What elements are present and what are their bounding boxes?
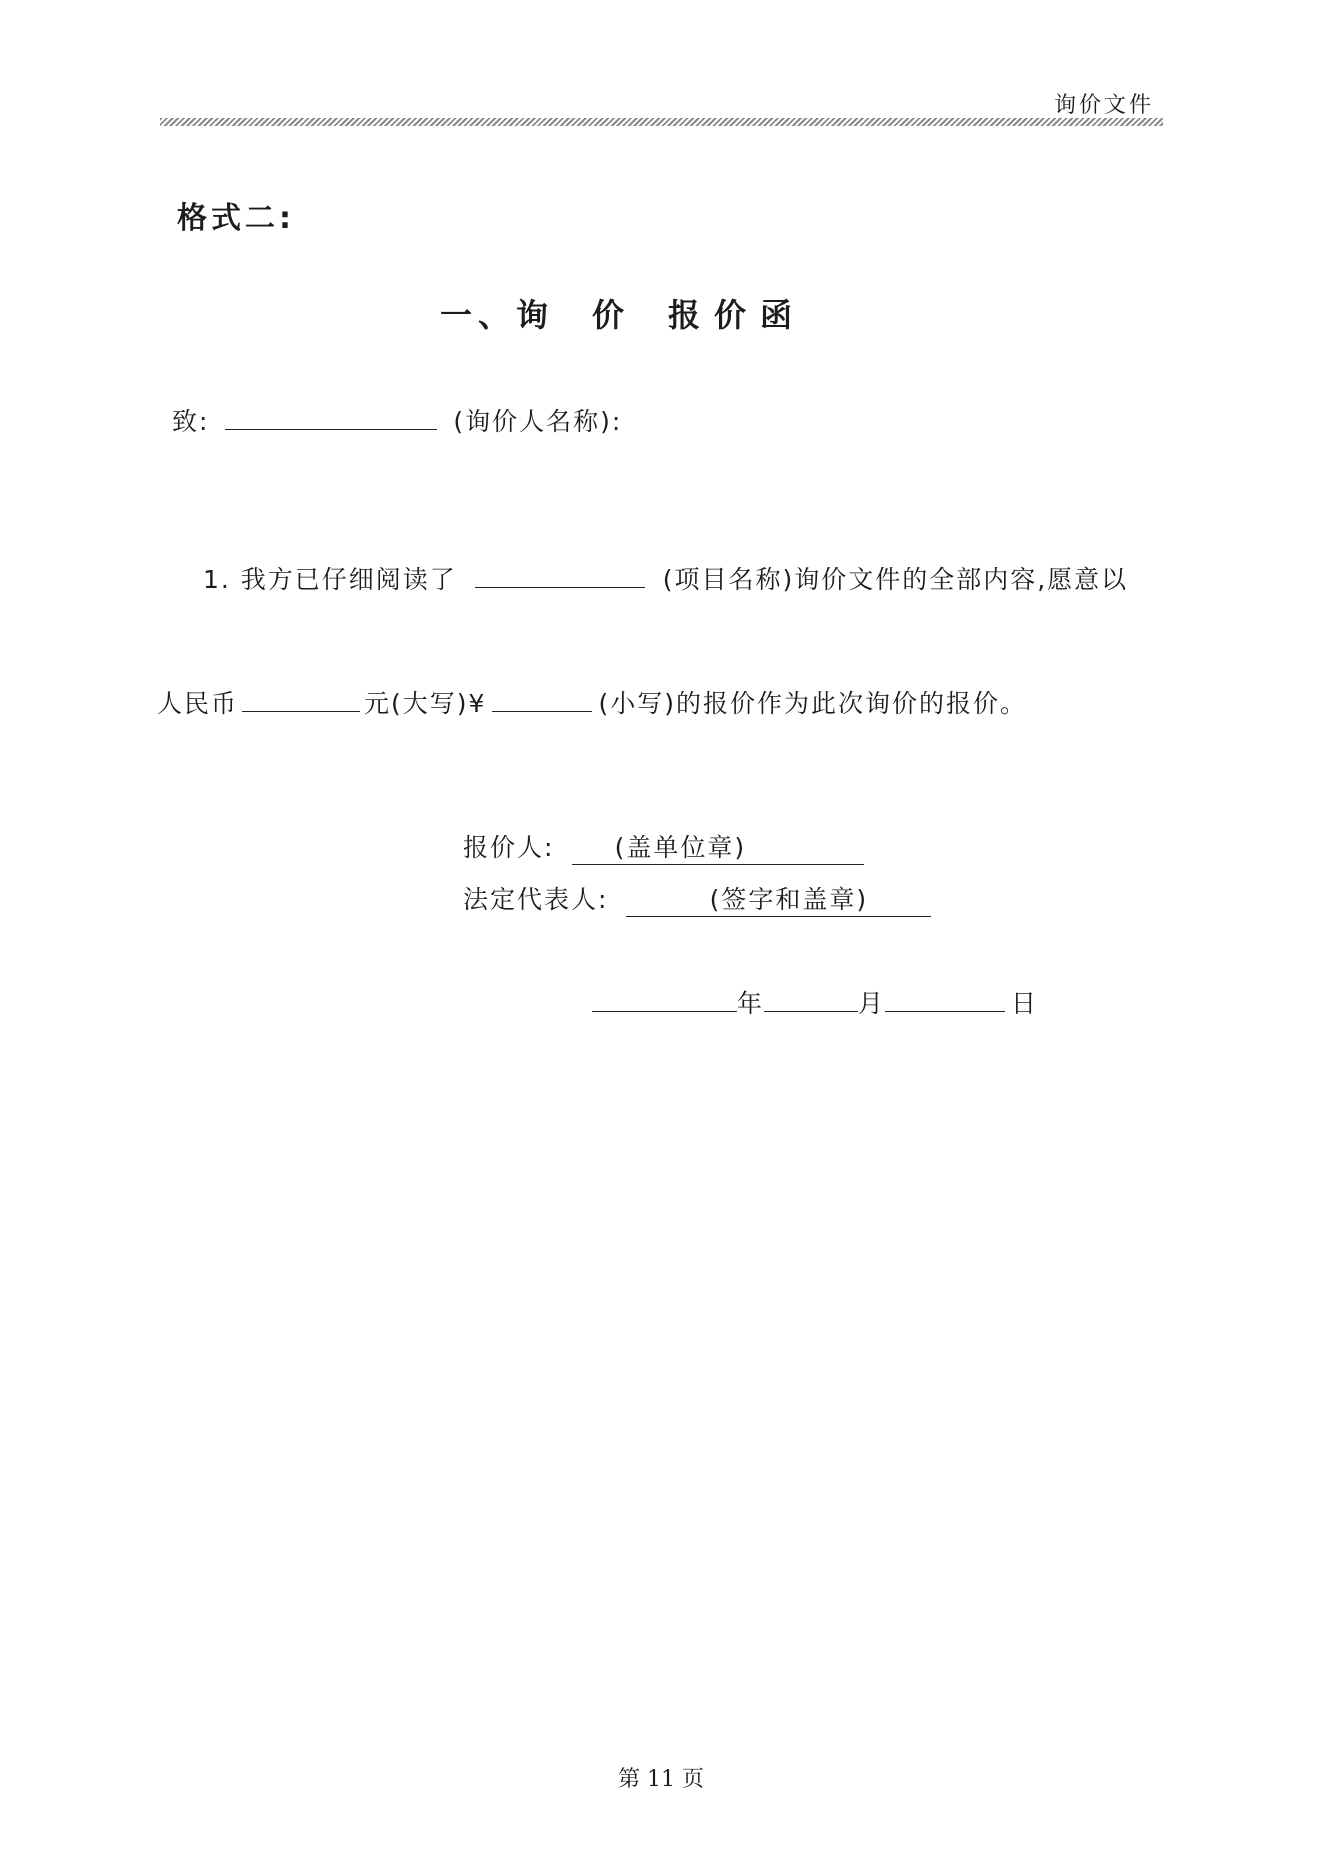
addressee-line bbox=[172, 402, 622, 438]
bidder-signature-line bbox=[463, 828, 864, 865]
project-name-blank[interactable] bbox=[475, 561, 645, 588]
clause-1-line-1 bbox=[203, 560, 1128, 596]
upper-hint: 元(大写)¥ bbox=[364, 689, 487, 718]
legal-rep-signature-line bbox=[463, 880, 931, 917]
amount-upper-blank[interactable] bbox=[242, 685, 360, 712]
title-part-1: 一、询 bbox=[440, 296, 555, 334]
currency-label: 人民币 bbox=[157, 689, 239, 718]
lower-hint: (小写)的报价作为此次询价的报价。 bbox=[598, 689, 1027, 718]
clause-1-line-2 bbox=[157, 684, 1027, 720]
title-part-3: 报价函 bbox=[668, 296, 807, 334]
year-label: 年 bbox=[737, 989, 765, 1018]
legal-rep-sign-field[interactable] bbox=[626, 880, 931, 917]
bidder-label: 报价人: bbox=[463, 833, 555, 862]
clause-1-lead: 1. 我方已仔细阅读了 bbox=[203, 565, 457, 594]
document-title bbox=[440, 290, 806, 336]
legal-rep-sign-hint: (签字和盖章) bbox=[709, 885, 869, 914]
clause-1-project-hint: (项目名称)询价文件的全部内容,愿意以 bbox=[662, 565, 1129, 594]
format-label: 格式二: bbox=[177, 201, 295, 236]
month-label: 月 bbox=[858, 989, 886, 1018]
day-blank[interactable] bbox=[885, 985, 1005, 1012]
day-label: 日 bbox=[1011, 989, 1039, 1018]
amount-lower-blank[interactable] bbox=[492, 685, 592, 712]
bidder-seal-hint: (盖单位章) bbox=[614, 833, 747, 862]
year-blank[interactable] bbox=[592, 985, 737, 1012]
addressee-prefix: 致: bbox=[172, 407, 210, 436]
bidder-seal-field[interactable] bbox=[572, 828, 864, 865]
legal-rep-label: 法定代表人: bbox=[463, 885, 609, 914]
date-line bbox=[592, 984, 1038, 1020]
month-blank[interactable] bbox=[764, 985, 858, 1012]
addressee-blank[interactable] bbox=[225, 403, 437, 430]
addressee-hint: (询价人名称): bbox=[453, 407, 623, 436]
title-part-2: 价 bbox=[592, 296, 627, 334]
header-title: 询价文件 bbox=[1053, 93, 1154, 118]
header-rule bbox=[160, 118, 1163, 126]
page-number: 第 11 页 bbox=[618, 1767, 704, 1792]
